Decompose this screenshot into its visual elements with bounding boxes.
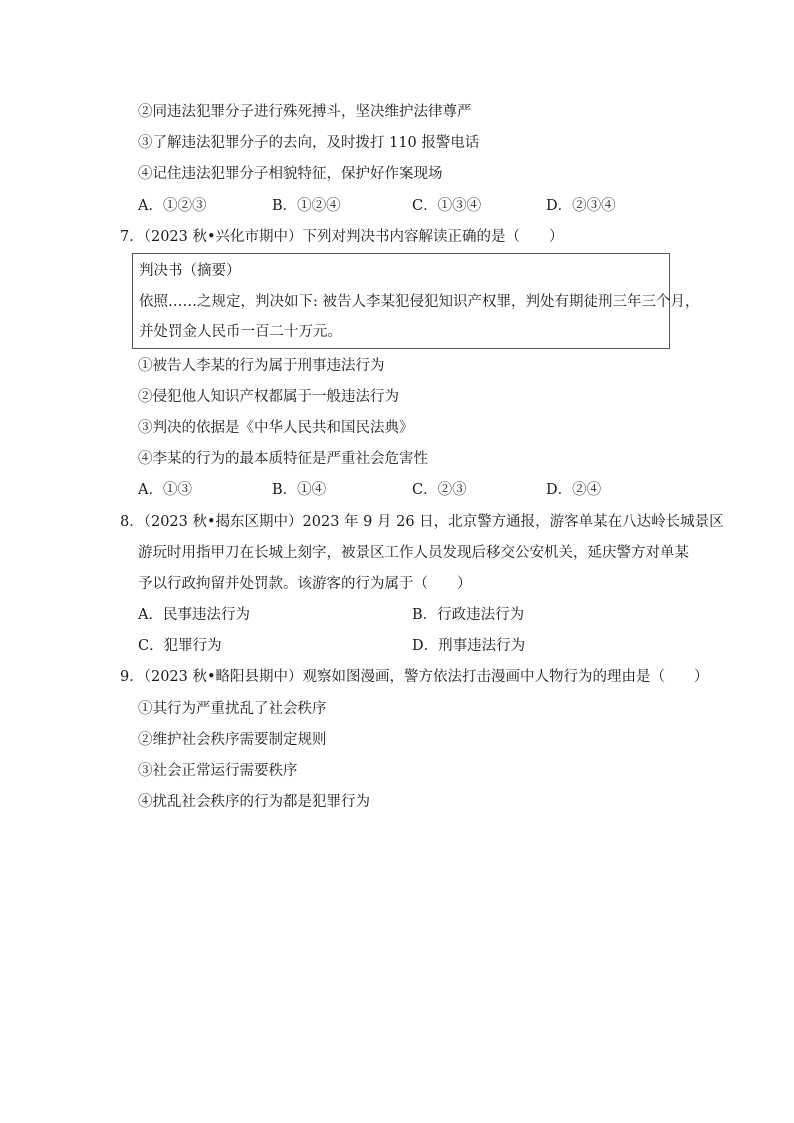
verdict-excerpt-box [132,253,700,349]
q7-item-4: ④李某的行为的最本质特征是严重社会危害性 [138,451,428,467]
prev-item-3: ③了解违法犯罪分子的去向，及时拨打 110 报警电话 [138,135,480,151]
prev-item-2: ②同违法犯罪分子进行殊死搏斗，坚决维护法律尊严 [138,104,472,120]
q9-item-1: ①其行为严重扰乱了社会秩序 [138,701,327,717]
q8-option-b: B．行政违法行为 [412,607,525,623]
prev-item-4: ④记住违法犯罪分子相貌特征，保护好作案现场 [138,166,443,182]
prev-option-c: C．①③④ [412,198,482,214]
verdict-line-1: 依照……之规定，判决如下: 被告人李某犯侵犯知识产权罪，判处有期徒刑三年三个月， [139,294,700,310]
verdict-line-2: 并处罚金人民币一百二十万元。 [139,324,342,340]
q8-stem-line-1: 8．（2023 秋•揭东区期中）2023 年 9 月 26 日，北京警方通报，游客单某在八达岭长城景区 [120,514,724,530]
q7-option-b: B．①④ [272,482,327,498]
q7-item-2: ②侵犯他人知识产权都属于一般违法行为 [138,389,399,405]
q7-option-a: A．①③ [138,482,192,498]
q7-stem: 7．（2023 秋•兴化市期中）下列对判决书内容解读正确的是（ ） [120,229,564,245]
q7-item-3: ③判决的依据是《中华人民共和国民法典》 [138,420,414,436]
prev-option-b: B．①②④ [272,198,341,214]
q8-option-d: D．刑事违法行为 [412,638,526,654]
q8-stem-line-2: 游玩时用指甲刀在长城上刻字，被景区工作人员发现后移交公安机关，延庆警方对单某 [138,545,689,561]
q9-item-2: ②维护社会秩序需要制定规则 [138,732,327,748]
prev-option-d: D．②③④ [546,198,616,214]
q7-item-1: ①被告人李某的行为属于刑事违法行为 [138,358,385,374]
prev-option-a: A．①②③ [138,198,207,214]
q7-option-d: D．②④ [546,482,602,498]
q9-item-3: ③社会正常运行需要秩序 [138,763,298,779]
q9-item-4: ④扰乱社会秩序的行为都是犯罪行为 [138,794,370,810]
q8-option-a: A．民事违法行为 [138,607,250,623]
q8-stem-line-3: 予以行政拘留并处罚款。该游客的行为属于（ ） [138,576,472,592]
q8-option-c: C．犯罪行为 [138,638,222,654]
q7-option-c: C．②③ [412,482,467,498]
q9-stem: 9．（2023 秋•略阳县期中）观察如图漫画，警方依法打击漫画中人物行为的理由是（ ） [120,669,709,685]
verdict-title: 判决书（摘要） [139,263,241,279]
